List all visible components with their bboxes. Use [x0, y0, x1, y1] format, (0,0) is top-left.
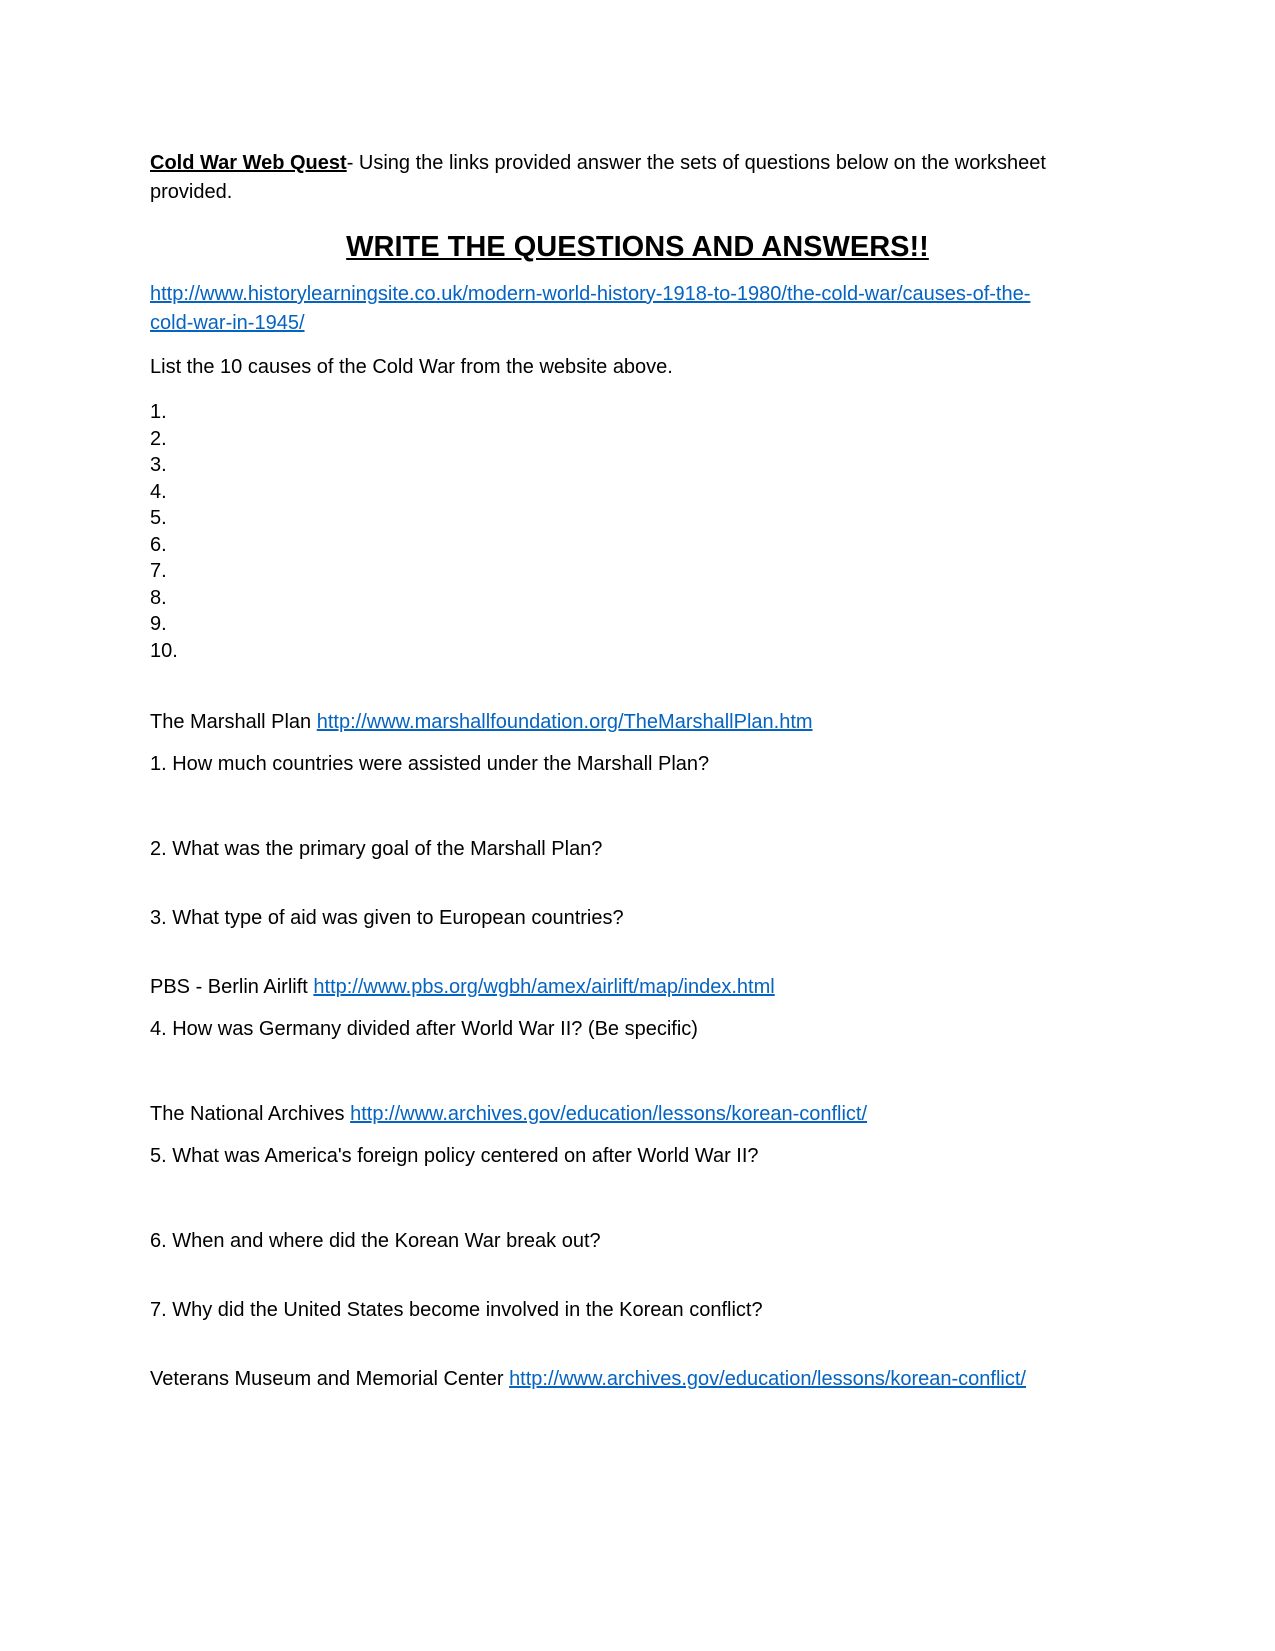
question-3: 3. What type of aid was given to European countries? — [150, 907, 624, 929]
list-item: 5. — [150, 507, 167, 529]
berlin-label: PBS - Berlin Airlift — [150, 976, 314, 998]
berlin-source-line — [150, 973, 775, 1001]
berlin-link[interactable]: http://www.pbs.org/wgbh/amex/airlift/map/index.html — [313, 976, 775, 998]
question-5: 5. What was America's foreign policy centered on after World War II? — [150, 1145, 759, 1167]
list-item: 2. — [150, 428, 167, 450]
question-6: 6. When and where did the Korean War break out? — [150, 1230, 601, 1252]
intro-text-continued: provided. — [150, 181, 233, 203]
question-1: 1. How much countries were assisted under the Marshall Plan? — [150, 753, 710, 775]
list-item: 4. — [150, 481, 167, 503]
causes-prompt: List the 10 causes of the Cold War from the website above. — [150, 356, 673, 378]
marshall-label: The Marshall Plan — [150, 711, 317, 733]
causes-link-line2[interactable]: cold-war-in-1945/ — [150, 312, 305, 334]
question-4: 4. How was Germany divided after World War II? (Be specific) — [150, 1018, 698, 1040]
list-item: 9. — [150, 613, 167, 635]
intro-text: - Using the links provided answer the sets of questions below on the worksheet — [346, 152, 1046, 174]
veterans-source-line — [150, 1365, 1026, 1393]
question-7: 7. Why did the United States become involved in the Korean conflict? — [150, 1299, 763, 1321]
intro-line — [150, 149, 1046, 177]
veterans-label: Veterans Museum and Memorial Center — [150, 1368, 510, 1390]
marshall-source-line — [150, 708, 813, 736]
list-item: 1. — [150, 401, 167, 423]
question-2: 2. What was the primary goal of the Marshall Plan? — [150, 838, 603, 860]
list-item: 8. — [150, 587, 167, 609]
list-item: 7. — [150, 560, 167, 582]
archives-label: The National Archives — [150, 1103, 351, 1125]
veterans-link[interactable]: http://www.archives.gov/education/lessons/korean-conflict/ — [509, 1368, 1026, 1390]
list-item: 3. — [150, 454, 167, 476]
archives-source-line — [150, 1100, 867, 1128]
causes-link-line1[interactable]: http://www.historylearningsite.co.uk/modern-world-history-1918-to-1980/the-cold-war/causes-of-the- — [150, 283, 1031, 305]
instruction-heading: WRITE THE QUESTIONS AND ANSWERS!! — [346, 231, 929, 263]
archives-link[interactable]: http://www.archives.gov/education/lessons/korean-conflict/ — [350, 1103, 868, 1125]
list-item: 10. — [150, 640, 178, 662]
worksheet-title: Cold War Web Quest — [150, 152, 347, 174]
marshall-link[interactable]: http://www.marshallfoundation.org/TheMarshallPlan.htm — [316, 711, 813, 733]
list-item: 6. — [150, 534, 167, 556]
